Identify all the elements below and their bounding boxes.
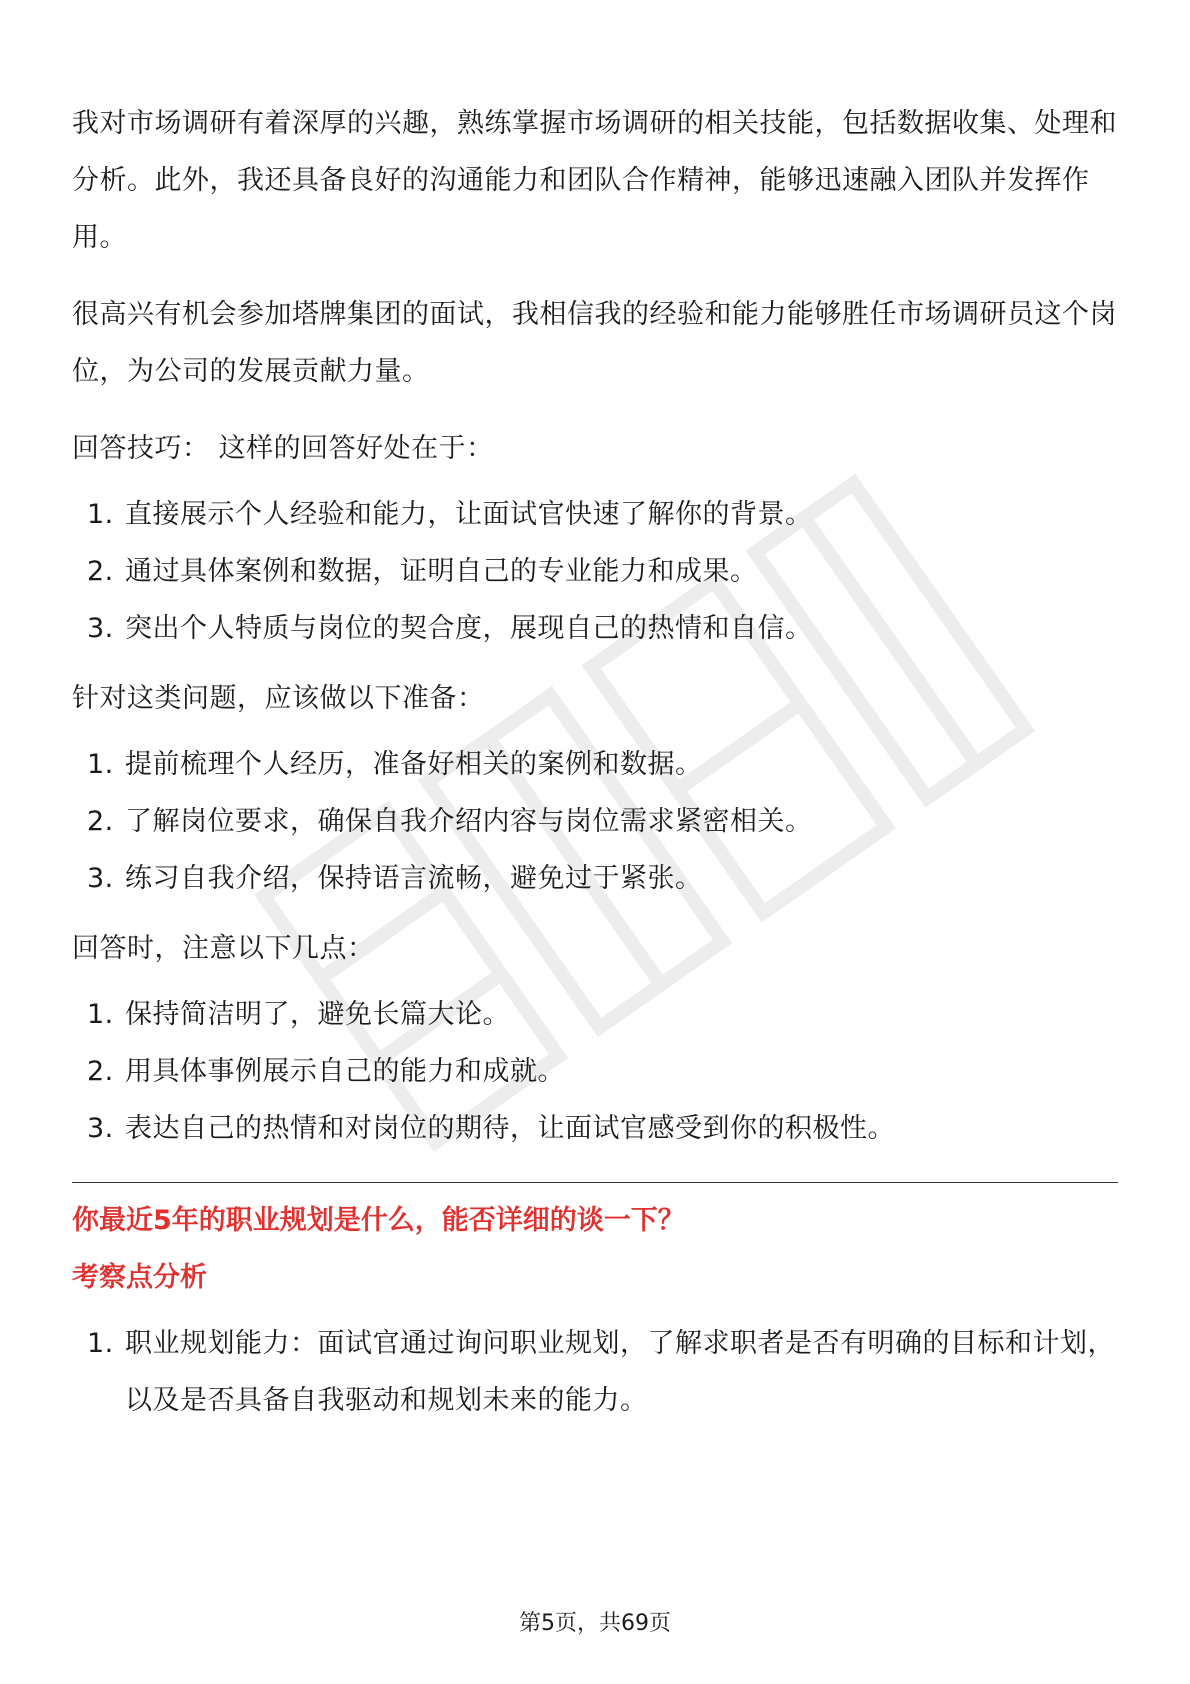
list-item: 1. 提前梳理个人经历，准备好相关的案例和数据。: [87, 749, 703, 780]
list-item: 3. 突出个人特质与岗位的契合度，展现自己的热情和自信。: [87, 613, 813, 644]
intro-paragraph-2: 很高兴有机会参加塔牌集团的面试，我相信我的经验和能力能够胜任市场调研员这个岗位，为公司的发展贡献力量。: [72, 299, 1117, 387]
list-item: 1. 职业规划能力：面试官通过询问职业规划，了解求职者是否有明确的目标和计划，以及是否具备自我驱动和规划未来的能力。: [87, 1328, 1115, 1416]
tips-heading: 回答技巧： 这样的回答好处在于：: [72, 433, 494, 464]
list-item: 2. 通过具体案例和数据，证明自己的专业能力和成果。: [87, 556, 758, 587]
list-item: 3. 练习自我介绍，保持语言流畅，避免过于紧张。: [87, 863, 703, 894]
intro-paragraph-1: 我对市场调研有着深厚的兴趣，熟练掌握市场调研的相关技能，包括数据收集、处理和分析。此外，我还具备良好的沟通能力和团队合作精神，能够迅速融入团队并发挥作用。: [72, 108, 1117, 253]
document-body: [72, 95, 1118, 1451]
list-item: 2. 了解岗位要求，确保自我介绍内容与岗位需求紧密相关。: [87, 806, 813, 837]
prep-list: [72, 745, 1118, 898]
notes-heading: 回答时，注意以下几点：: [72, 933, 375, 964]
list-item: 1. 保持简洁明了，避免长篇大论。: [87, 999, 510, 1030]
notes-list: [72, 995, 1118, 1148]
analysis-list: [72, 1315, 1118, 1429]
prep-heading: 针对这类问题，应该做以下准备：: [72, 683, 485, 714]
list-item: 2. 用具体事例展示自己的能力和成就。: [87, 1056, 565, 1087]
section-divider: [72, 1182, 1118, 1183]
page-number: 第5页，共69页: [519, 1611, 671, 1636]
list-item: 1. 直接展示个人经验和能力，让面试官快速了解你的背景。: [87, 499, 813, 530]
list-item: 3. 表达自己的热情和对岗位的期待，让面试官感受到你的积极性。: [87, 1113, 895, 1144]
question-title: 你最近5年的职业规划是什么，能否详细的谈一下？: [72, 1205, 685, 1236]
analysis-heading: 考察点分析: [72, 1262, 207, 1293]
tips-list: [72, 495, 1118, 648]
